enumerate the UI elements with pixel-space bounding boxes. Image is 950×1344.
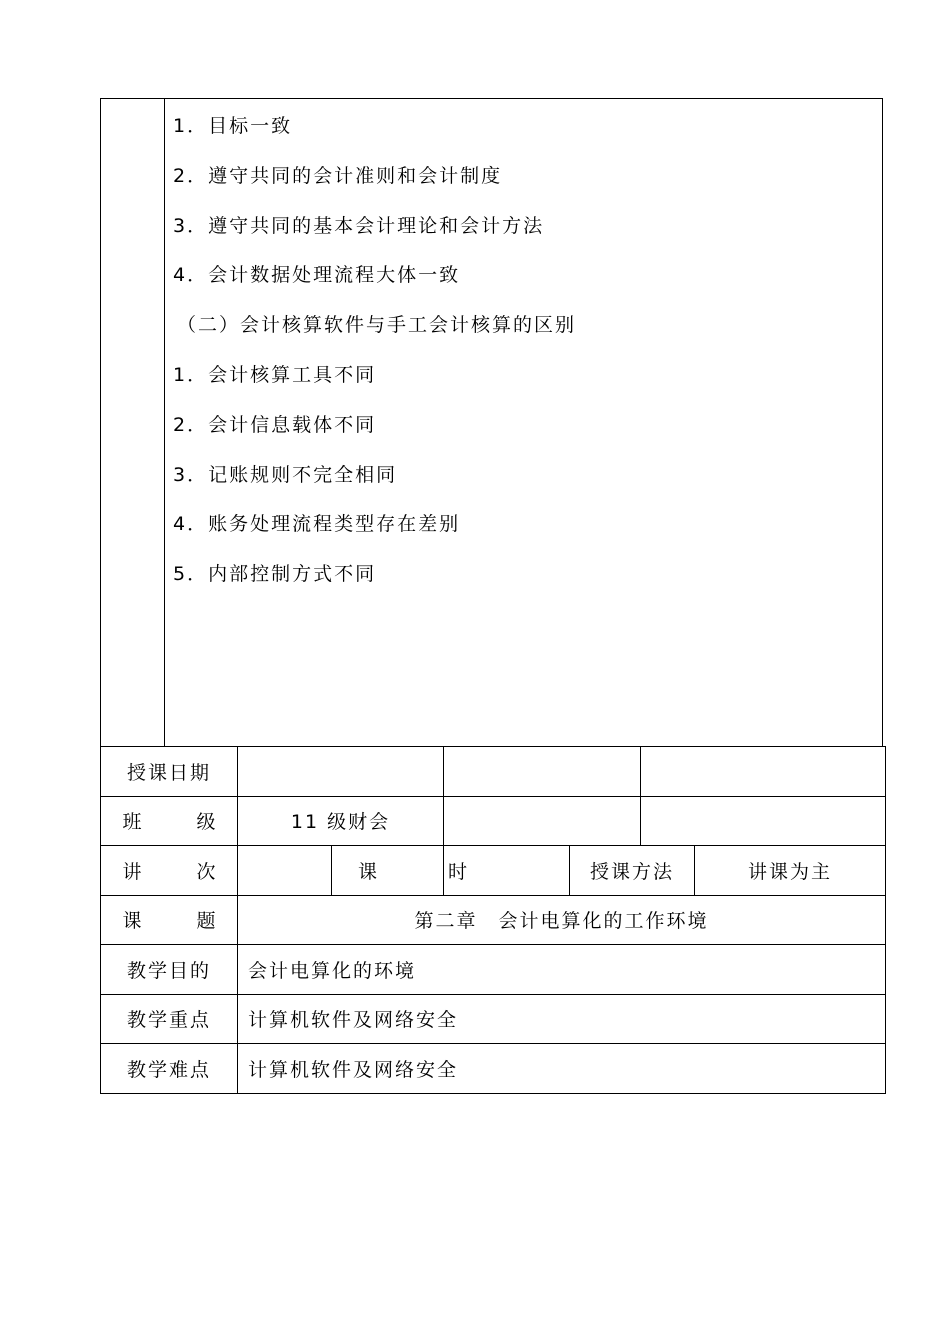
table-row	[101, 846, 886, 896]
content-line: 2．会计信息载体不同	[173, 413, 377, 436]
content-line: 3．遵守共同的基本会计理论和会计方法	[173, 214, 545, 237]
content-subheading: （二）会计核算软件与手工会计核算的区别	[177, 314, 577, 337]
date-cell-1	[238, 747, 444, 797]
hours-label: 课 时	[332, 846, 444, 896]
class-label: 班 级	[101, 796, 238, 846]
lesson-info-table	[100, 746, 886, 1094]
content-lines	[173, 111, 872, 609]
date-label: 授课日期	[101, 747, 238, 797]
class-cell-2	[444, 796, 641, 846]
key-point-label: 教学重点	[101, 994, 238, 1044]
table-row	[101, 895, 886, 945]
goal-value: 会计电算化的环境	[238, 945, 886, 995]
content-line: 4．会计数据处理流程大体一致	[173, 264, 461, 287]
date-cell-2	[444, 747, 641, 797]
key-point-value: 计算机软件及网络安全	[238, 994, 886, 1044]
content-line: 1．目标一致	[173, 115, 293, 137]
content-line: 1．会计核算工具不同	[173, 363, 377, 386]
content-line: 2．遵守共同的会计准则和会计制度	[173, 164, 503, 187]
difficulty-value: 计算机软件及网络安全	[238, 1044, 886, 1094]
content-line: 4．账务处理流程类型存在差别	[173, 513, 461, 536]
content-line: 5．内部控制方式不同	[173, 563, 377, 586]
session-label: 讲 次	[101, 846, 238, 896]
method-value: 讲课为主	[695, 846, 886, 896]
goal-label: 教学目的	[101, 945, 238, 995]
table-row	[101, 945, 886, 995]
difficulty-label: 教学难点	[101, 1044, 238, 1094]
content-left-column	[101, 99, 165, 746]
table-row	[101, 796, 886, 846]
date-cell-3	[641, 747, 886, 797]
class-cell-3	[641, 796, 886, 846]
table-row	[101, 747, 886, 797]
table-row	[101, 1044, 886, 1094]
topic-value: 第二章 会计电算化的工作环境	[238, 895, 886, 945]
session-value	[238, 846, 332, 896]
content-section	[100, 98, 883, 746]
class-value: 11 级财会	[238, 796, 444, 846]
content-line: 3．记账规则不完全相同	[173, 463, 398, 486]
topic-label: 课 题	[101, 895, 238, 945]
method-label: 授课方法	[570, 846, 695, 896]
table-row	[101, 994, 886, 1044]
